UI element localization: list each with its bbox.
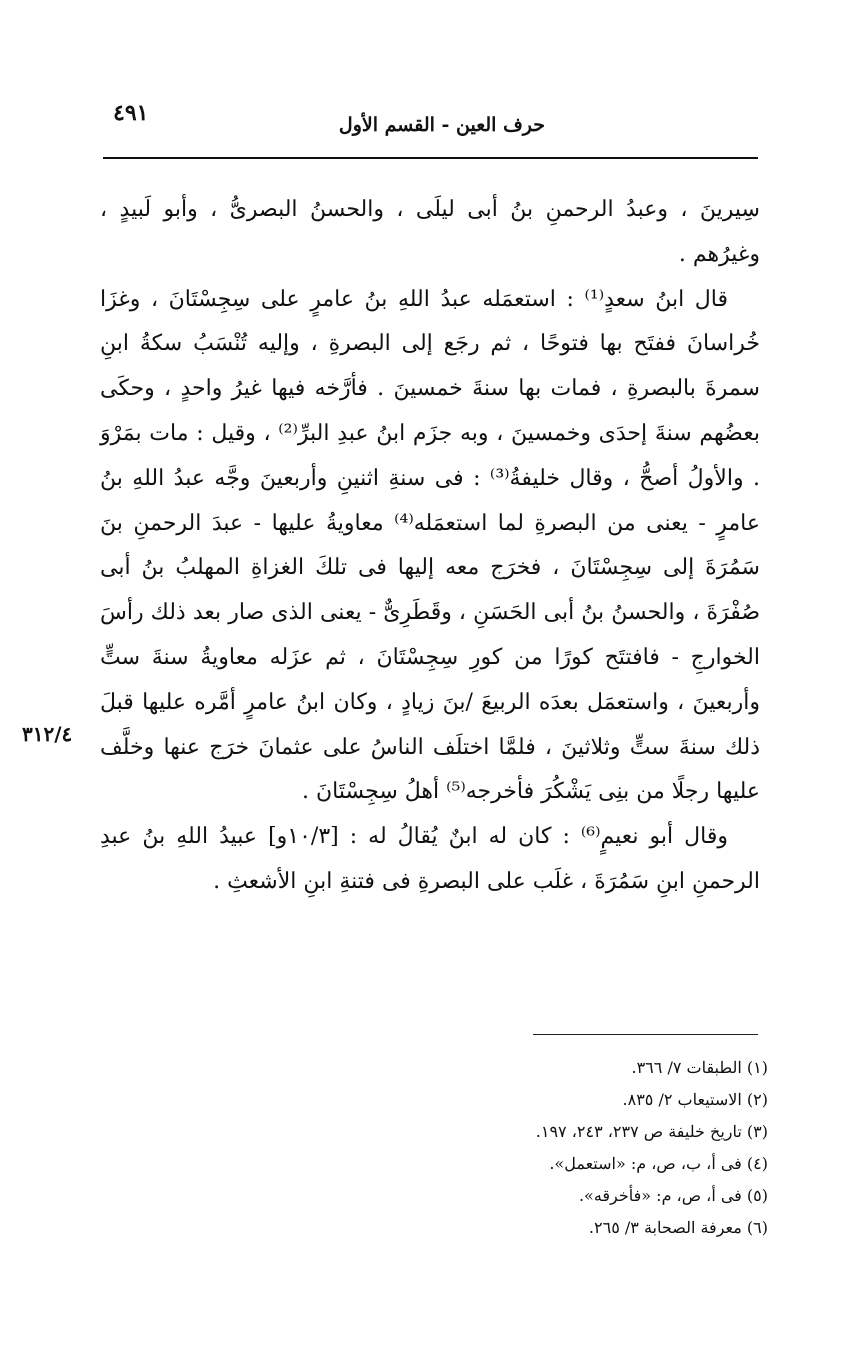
- page-number: ٤٩١: [113, 100, 149, 126]
- footnote: (١) الطبقات ٧/ ٣٦٦.: [631, 1058, 768, 1077]
- footnote: (٢) الاستيعاب ٢/ ٨٣٥.: [622, 1090, 768, 1109]
- footnote-rule: [533, 1034, 758, 1035]
- margin-reference: ٣١٢/٤: [22, 722, 73, 746]
- footnotes: [328, 1052, 768, 1244]
- paragraph: وقال أبو نعيمٍ⁽⁶⁾ : كان له ابنٌ يُقالُ له : [١٠/٣و] عبيدُ اللهِ بنُ عبدِ الرحمنِ ابنِ سَمُرَةَ ، غلَب على البصرةِ فى فتنةِ ابنِ الأشعثِ .: [100, 824, 760, 894]
- running-title: حرف العين - القسم الأول: [338, 114, 545, 136]
- footnote: (٦) معرفة الصحابة ٣/ ٢٦٥.: [588, 1218, 768, 1237]
- footnote: (٥) فى أ، ص، م: «فأخرقه».: [578, 1186, 768, 1205]
- footnote: (٤) فى أ، ب، ص، م: «استعمل».: [549, 1154, 768, 1173]
- header-rule: [103, 157, 758, 159]
- footnote: (٣) تاريخ خليفة ص ٢٣٧، ٢٤٣، ١٩٧.: [535, 1122, 768, 1141]
- main-text: [100, 188, 760, 905]
- paragraph: سِيرينَ ، وعبدُ الرحمنِ بنُ أبى ليلَى ، والحسنُ البصرىُّ ، وأبو لَبيدٍ ، وغيرُهم .: [100, 197, 760, 267]
- paragraph: قال ابنُ سعدٍ⁽¹⁾ : استعمَله عبدُ اللهِ بنُ عامرٍ على سِجِسْتَانَ ، وغزَا خُراسانَ ففتَح بها فتوحًا ، ثم رجَع إلى البصرةِ ، وإليه تُنْسَبُ سكةُ ابنِ سمرةَ بالبصرةِ ، فمات بها سنةَ خمسينَ . فأرَّخه فيها غيرُ واحدٍ ، وحكَى بعضُهم سنةَ إحدَى وخمسينَ ، وبه جزَم ابنُ عبدِ البرِّ⁽²⁾ ، وقيل : مات بمَرْوَ . والأولُ أصحُّ ، وقال خليفةُ⁽³⁾ : فى سنةِ اثنينِ وأربعينَ وجَّه عبدُ اللهِ بنُ عامرٍ - يعنى من البصرةِ لما استعمَله⁽⁴⁾ معاويةُ عليها - عبدَ الرحمنِ بنَ سَمُرَةَ إلى سِجِسْتَانَ ، فخرَج معه إليها فى تلكَ الغزاةِ المهلبُ بنُ أبى صُفْرَةَ ، والحسنُ بنُ أبى الحَسَنِ ، وقَطَرِىٌّ - يعنى الذى صار بعد ذلك رأسَ الخوارجِ - فافتتَح كورًا من كورِ سِجِسْتَانَ ، ثم عزَله معاويةُ سنةَ ستٍّ وأربعينَ ، واستعمَل بعدَه الربيعَ /بنَ زيادٍ ، وكان ابنُ عامرٍ أمَّره عليها قبلَ ذلك سنةَ ستٍّ وثلاثينَ ، فلمَّا اختلَف الناسُ على عثمانَ خرَج عنها وخلَّف عليها رجلًا من بنِى يَشْكُرَ فأخرجه⁽⁵⁾ أهلُ سِجِسْتَانَ .: [100, 286, 761, 805]
- page-header: [105, 100, 760, 140]
